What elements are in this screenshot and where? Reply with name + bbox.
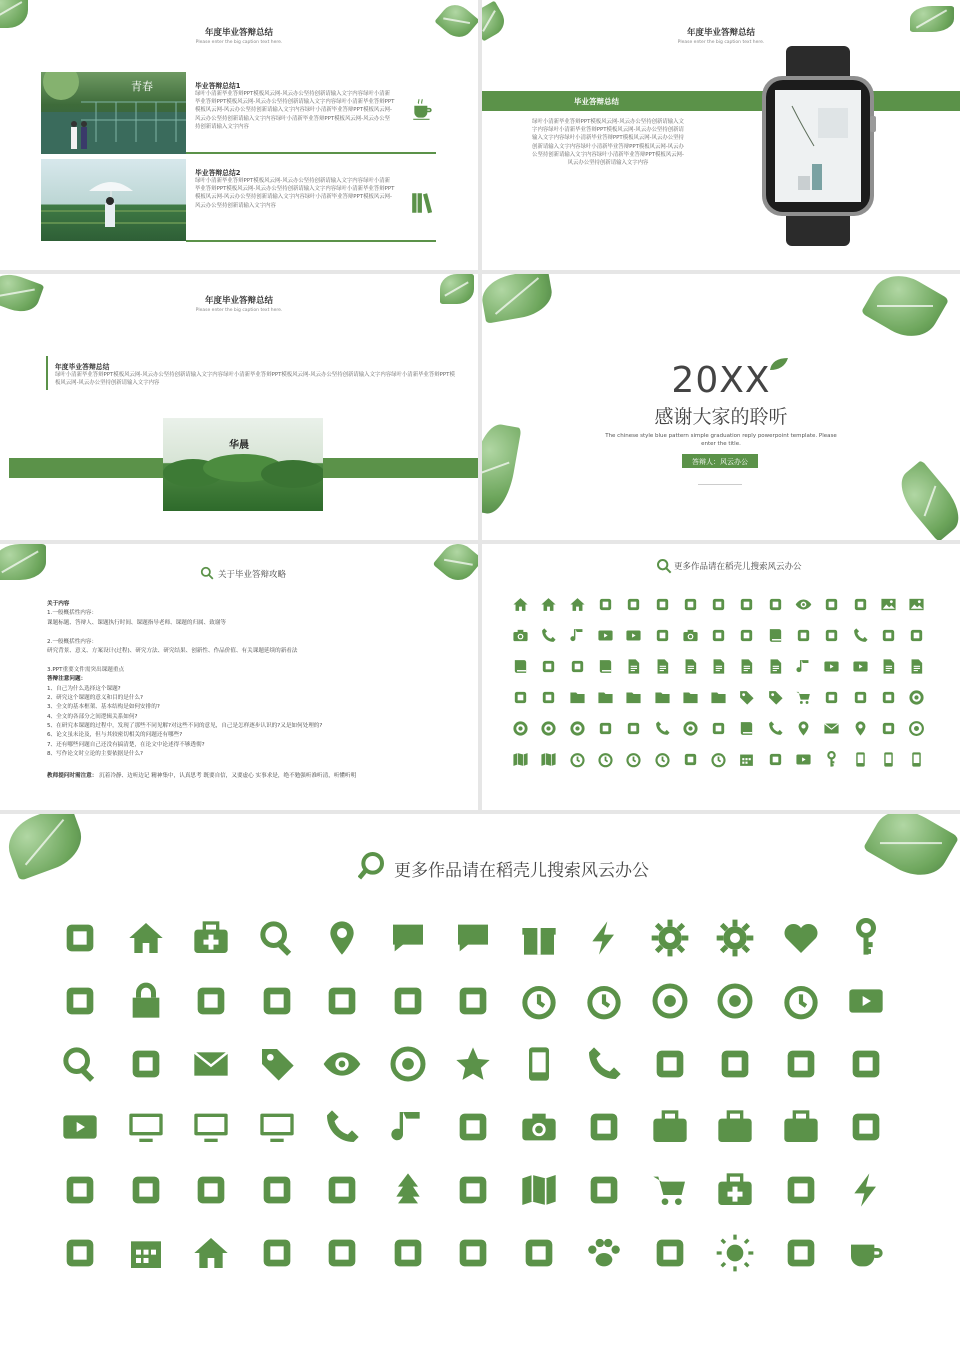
user-search-icon (60, 1044, 100, 1084)
refresh-icon (191, 981, 231, 1021)
teacher-note-text: 沉着冷静、边听边记 精神集中，认真思考 既要自信，又要虚心 实事求是，绝不勉强听准听清，听懂听明 (99, 773, 357, 779)
content-line: 7、还有哪些问题自己还没有搞清楚，在论文中论述得不够透彻? (47, 741, 205, 748)
satellite-dish-icon (60, 1233, 100, 1273)
club-icon (795, 627, 812, 644)
file-zip-icon (908, 658, 925, 675)
content-line: 2、研究这个课题的意义和目的是什么? (47, 694, 144, 701)
slide-title: 年度毕业答辩总结 (204, 296, 273, 306)
leaf-decoration (1, 814, 90, 881)
map-icon (519, 1170, 559, 1210)
folder-icon (569, 689, 586, 706)
briefcase-icon (650, 1107, 690, 1147)
shopping-cart-icon (650, 1170, 690, 1210)
item-1-body: 绿叶小清新毕业答辩PPT模板风云网-风云办公坚持创新请输入文字内容绿叶小清新毕业答辩PPT模板风云网-风云办公坚持创新请输入文字内容绿叶小清新毕业答辩PPT模板风云网-风云办公坚持创新请输入文字内容绿叶小清新毕业答辩PPT模板风云网-风云办公坚持创新请输入文字内容绿叶小清新毕业答辩PPT模板风云网-风云办公坚持创新请输入文字内容 (195, 91, 395, 130)
slide-title: 关于毕业答辩攻略 (218, 570, 287, 580)
clock-alt-icon (625, 751, 642, 768)
file-video-icon (852, 658, 869, 675)
building-icon (597, 596, 614, 613)
display-icon (795, 751, 812, 768)
feather-icon (710, 596, 727, 613)
trophy-icon (453, 1107, 493, 1147)
teacher-note (47, 771, 467, 779)
monitor-icon (126, 1107, 166, 1147)
content-line: 3、全文的基本框架、基本结构是如何安排的? (47, 704, 160, 711)
bell-icon (682, 751, 699, 768)
content-line: 3.PPT重要文件需突出课题重点 (47, 666, 125, 673)
coffee-cup-icon (410, 96, 436, 122)
chat-dots-icon (453, 918, 493, 958)
envelope-icon (823, 720, 840, 737)
content-line: 1、自己为什么选择这个课题? (47, 685, 121, 692)
paint-roller-icon (823, 596, 840, 613)
content-line: 2.一般概括性内容： (47, 638, 98, 645)
campfire-icon (60, 981, 100, 1021)
slide-5 (0, 544, 478, 810)
compass-icon (650, 981, 690, 1021)
music-icon (569, 627, 586, 644)
stopwatch-icon (781, 981, 821, 1021)
item-2-body: 绿叶小清新毕业答辩PPT模板风云网-风云办公坚持创新请输入文字内容绿叶小清新毕业答辩PPT模板风云网-风云办公坚持创新请输入文字内容绿叶小清新毕业答辩PPT模板风云网-风云办公坚持创新请输入文字内容绿叶小清新毕业答辩PPT模板风云网-风云办公坚持创新请输入文字内容 (195, 178, 395, 209)
heartbeat-icon (781, 1170, 821, 1210)
file-music-icon (795, 658, 812, 675)
calendar-icon (126, 1233, 166, 1273)
inbox-download-icon (126, 1044, 166, 1084)
podcast-icon (823, 627, 840, 644)
home-icon (540, 596, 557, 613)
slide-subtitle: Please enter the big caption text here. (677, 40, 765, 45)
crosshair-icon (715, 981, 755, 1021)
body-text: 绿叶小清新毕业答辩PPT模板风云网-风云办公坚持创新请输入文字内容绿叶小清新毕业答辩PPT模板风云网-风云办公坚持创新请输入文字内容绿叶小清新毕业答辩PPT模板风云网-风云办公坚持创新请输入文字内容绿叶小清新毕业答辩PPT模板风云网-风云办公坚持创新请输入文字内容绿叶小清新毕业答辩PPT模板风云网-风云办公坚持创新请输入文字内容 (532, 119, 684, 167)
green-banner (482, 91, 960, 111)
pen-icon (738, 596, 755, 613)
ticket-icon (880, 689, 897, 706)
map-alt-icon (540, 751, 557, 768)
content-line: 1.一般概括性内容： (47, 610, 98, 617)
location-icon (795, 720, 812, 737)
mobile-alt-icon (908, 751, 925, 768)
divider-line (186, 240, 436, 242)
search-icon (200, 566, 214, 580)
content-line: 关于内容 (47, 601, 70, 607)
location-pin-icon (852, 720, 869, 737)
coin-pound-icon (682, 720, 699, 737)
eyedropper-icon (795, 596, 812, 613)
content-list (47, 600, 467, 760)
pen-nib-icon (767, 596, 784, 613)
calendar-icon (738, 751, 755, 768)
slide-4 (482, 274, 960, 540)
battery-icon (191, 1170, 231, 1210)
smartphone-icon (584, 1044, 624, 1084)
map-icon (512, 751, 529, 768)
lock-icon (126, 981, 166, 1021)
wifi-icon (569, 658, 586, 675)
handbag-icon (781, 1107, 821, 1147)
paw-icon (584, 1233, 624, 1273)
folder-open-icon (597, 689, 614, 706)
leaf-decoration (433, 544, 478, 587)
item-1-title: 毕业答辩总结1 (195, 82, 241, 90)
file-text-icon (625, 658, 642, 675)
leaf-decoration (482, 421, 522, 517)
medical-kit-icon (715, 1170, 755, 1210)
film-roll-icon (846, 981, 886, 1021)
leaf-decoration (0, 544, 46, 580)
content-line (47, 656, 467, 665)
content-line (47, 628, 467, 637)
clock-icon (569, 751, 586, 768)
presenter-label: 答辩人：风云办公 (692, 458, 748, 466)
tray-icon (126, 1170, 166, 1210)
wave-icon (388, 981, 428, 1021)
spade-icon (710, 627, 727, 644)
photo-caption: 青春 (131, 80, 153, 93)
bullhorn-icon (880, 627, 897, 644)
compass-icon (908, 720, 925, 737)
camera-icon (519, 1107, 559, 1147)
content-line: 8、写作论文时立论的主要依据是什么? (47, 751, 144, 758)
slide-subtitle: Please enter the big caption text here. (195, 40, 283, 45)
eye-icon (322, 1044, 362, 1084)
search-icon (257, 918, 297, 958)
leaf-decoration (861, 274, 950, 348)
photo-tree-canopy (163, 418, 323, 511)
cooking-pot-icon (322, 1233, 362, 1273)
home-icon (569, 596, 586, 613)
house-icon (126, 918, 166, 958)
keyboard-icon (823, 751, 840, 768)
coffee-cup-icon (846, 1233, 886, 1273)
teacher-note-label: 教师提问时需注意： (47, 773, 98, 779)
droplet-icon (852, 596, 869, 613)
music-note-icon (388, 1107, 428, 1147)
mobile-icon (852, 751, 869, 768)
cloud-lightning-icon (584, 918, 624, 958)
infinity-icon (322, 981, 362, 1021)
speedometer-icon (584, 981, 624, 1021)
file-empty-icon (738, 658, 755, 675)
photo-caption: 华晨 (229, 440, 249, 451)
paperclip-icon (715, 1044, 755, 1084)
address-book-icon (738, 720, 755, 737)
year-title: 20XX (671, 360, 771, 401)
diamond-icon (540, 658, 557, 675)
lightning-icon (846, 1170, 886, 1210)
lightbulb-icon (650, 1044, 690, 1084)
search-icon (656, 558, 672, 574)
tablet-icon (880, 751, 897, 768)
books-icon (767, 627, 784, 644)
slide-title: 年度毕业答辩总结 (204, 28, 273, 38)
flower-icon (60, 1170, 100, 1210)
stopwatch-icon (710, 751, 727, 768)
play-icon (597, 627, 614, 644)
slide-1 (0, 0, 478, 270)
medal-icon (584, 1107, 624, 1147)
images-icon (908, 596, 925, 613)
library-icon (597, 658, 614, 675)
price-tag-icon (738, 689, 755, 706)
mustache-icon (584, 1170, 624, 1210)
alarm-icon (654, 751, 671, 768)
toolbox-icon (715, 1107, 755, 1147)
newspaper-icon (625, 596, 642, 613)
tv-icon (257, 1107, 297, 1147)
home-icon (191, 1233, 231, 1273)
english-subtitle: The chinese style blue pattern simple graduation reply powerpoint template. Please enter the title. (605, 433, 837, 447)
broadcast-icon (908, 627, 925, 644)
gift-icon (519, 918, 559, 958)
content-line: 6、论文虽未论及，但与其较密切相关的问题还有哪些? (47, 732, 183, 739)
photo-girl-umbrella (41, 159, 186, 241)
microphone-icon (852, 627, 869, 644)
hotel-sign-icon (257, 1233, 297, 1273)
calculator-icon (597, 720, 614, 737)
slide-7 (0, 814, 960, 1352)
sun-icon (715, 1233, 755, 1273)
quill-icon (682, 596, 699, 613)
swimming-icon (781, 1233, 821, 1273)
navigation-icon (880, 720, 897, 737)
leaf-decoration (0, 0, 28, 28)
umbrella-icon (453, 1170, 493, 1210)
pushpin-icon (710, 720, 727, 737)
content-line: 课题标题、答辩人、课题执行时间、课题指导老师、课题的归属、致谢等 (47, 619, 227, 626)
credit-card-icon (625, 720, 642, 737)
headphones-icon (540, 627, 557, 644)
divider-line (698, 484, 742, 485)
icon-grid (512, 596, 932, 796)
profile-icon (654, 658, 671, 675)
power-socket-icon (322, 1170, 362, 1210)
file-image-icon (767, 658, 784, 675)
coin-dollar-icon (908, 689, 925, 706)
phone-hang-up-icon (767, 720, 784, 737)
file-icon (682, 658, 699, 675)
dumbbell-icon (650, 1233, 690, 1273)
first-aid-icon (191, 918, 231, 958)
content-line: 研究背景、意义、方案设计(过程)、研究方法、研究结果、创新性、作品价值、有关课题延续的新看法 (47, 647, 298, 654)
running-icon (846, 1044, 886, 1084)
folder-minus-icon (654, 689, 671, 706)
film-reel-icon (60, 1107, 100, 1147)
tshirt-icon (781, 1044, 821, 1084)
film-icon (625, 627, 642, 644)
taxi-icon (60, 918, 100, 958)
clock-icon (519, 981, 559, 1021)
gears-icon (715, 918, 755, 958)
slide-title: 年度毕业答辩总结 (686, 28, 755, 38)
phone-icon (654, 720, 671, 737)
leaf-decoration (482, 274, 555, 324)
chat-bubble-icon (388, 918, 428, 958)
key-icon (846, 918, 886, 958)
item-2-title: 毕业答辩总结2 (195, 169, 241, 177)
cart-icon (795, 689, 812, 706)
user-silhouette-icon (453, 1233, 493, 1273)
qrcode-icon (823, 689, 840, 706)
leaf-decoration (863, 814, 960, 888)
price-tags-icon (767, 689, 784, 706)
content-line: 5、在研究本课题的过程中，发现了那些不同见解?对这些不同的意见，自己是怎样逐步认识的?又是如何处理的? (47, 723, 323, 730)
location-pin-icon (322, 918, 362, 958)
cabinet-icon (846, 1107, 886, 1147)
copy-icon (880, 658, 897, 675)
tree-icon (388, 1170, 428, 1210)
coin-yen-icon (512, 720, 529, 737)
gear-icon (650, 918, 690, 958)
banner-label: 毕业答辩总结 (574, 97, 619, 106)
stack-icon (512, 689, 529, 706)
id-card-icon (388, 1233, 428, 1273)
slide-title: 更多作品请在稻壳儿搜索风云办公 (674, 562, 802, 572)
slide-6 (482, 544, 960, 810)
content-line: 4、全文的各部分之间逻辑关系如何? (47, 713, 138, 720)
icon-grid (60, 918, 920, 1318)
image-icon (880, 596, 897, 613)
photo-couple-bridge (41, 72, 186, 154)
folder-upload-icon (710, 689, 727, 706)
divider-line (186, 152, 436, 154)
slide-3 (0, 274, 478, 540)
camera-icon (512, 627, 529, 644)
sliders-icon (257, 1170, 297, 1210)
puzzle-icon (519, 1233, 559, 1273)
layers-icon (540, 689, 557, 706)
accent-line (46, 356, 48, 390)
folder-plus-icon (625, 689, 642, 706)
tag-icon (257, 1044, 297, 1084)
barcode-icon (852, 689, 869, 706)
sync-icon (257, 981, 297, 1021)
home-icon (512, 596, 529, 613)
heart-icon (781, 918, 821, 958)
smartwatch-image (758, 46, 878, 246)
folder-download-icon (682, 689, 699, 706)
coin-euro-icon (569, 720, 586, 737)
slide-title: 更多作品请在稻壳儿搜索风云办公 (394, 861, 649, 881)
target-icon (388, 1044, 428, 1084)
item-title: 年度毕业答辩总结 (55, 363, 110, 371)
lifebuoy-icon (540, 720, 557, 737)
dice-icon (654, 627, 671, 644)
slide-2 (482, 0, 960, 270)
shuffle-icon (453, 981, 493, 1021)
books-icon (410, 190, 436, 216)
printer-icon (767, 751, 784, 768)
book-icon (512, 658, 529, 675)
leaf-icon (768, 356, 790, 372)
search-icon (358, 850, 390, 882)
item-body: 绿叶小清新毕业答辩PPT模板风云网-风云办公坚持创新请输入文字内容绿叶小清新毕业答辩PPT模板风云网-风云办公坚持创新请输入文字内容绿叶小清新毕业答辩PPT模板风云网-风云办公坚持创新请输入文字内容 (55, 372, 455, 387)
pencil-icon (654, 596, 671, 613)
slide-subtitle: Please enter the big caption text here. (195, 308, 283, 313)
thanks-title: 感谢大家的聆听 (654, 406, 788, 428)
video-camera-icon (682, 627, 699, 644)
star-icon (453, 1044, 493, 1084)
envelope-icon (191, 1044, 231, 1084)
ipod-icon (519, 1044, 559, 1084)
widescreen-icon (191, 1107, 231, 1147)
microphone-icon (322, 1107, 362, 1147)
file-play-icon (823, 658, 840, 675)
file-alt-icon (710, 658, 727, 675)
pacman-icon (738, 627, 755, 644)
history-icon (597, 751, 614, 768)
leaf-decoration (891, 460, 960, 540)
content-line: 答辩注意问题： (47, 676, 87, 683)
